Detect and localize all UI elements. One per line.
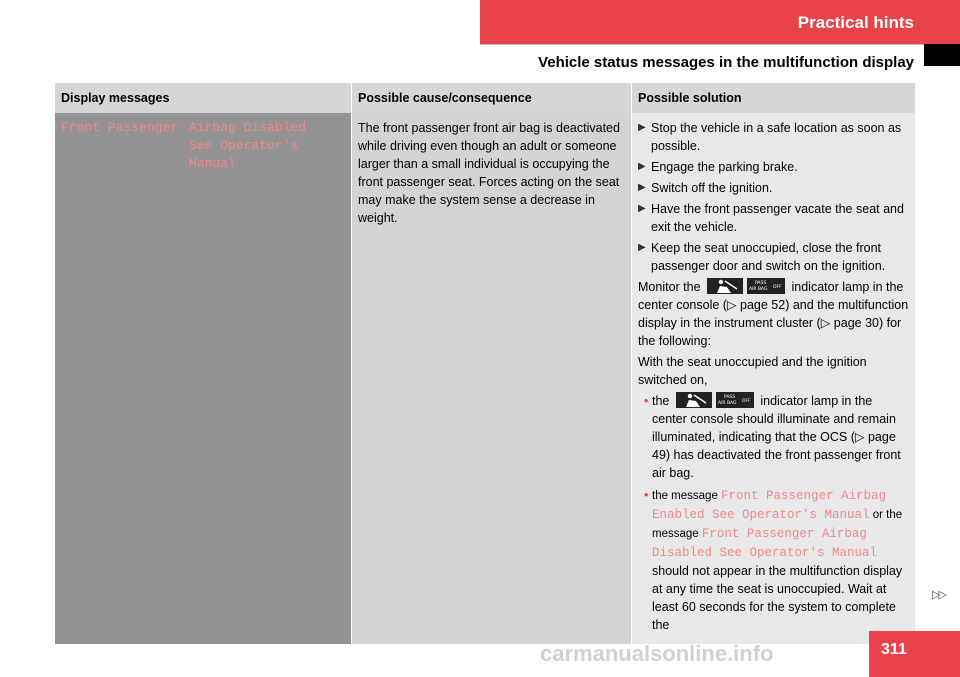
step-text: Keep the seat unoccupied, close the front passenger door and switch on the ignition. — [651, 241, 886, 273]
lamp-text: PASS — [755, 281, 767, 286]
list-item — [638, 119, 909, 155]
airbag-off-indicator-icon — [676, 392, 754, 408]
bullet-icon: • — [644, 488, 649, 502]
header-rule — [480, 44, 924, 45]
seat-note: With the seat unoccupied and the ignition switched on, — [638, 355, 867, 387]
column-header-cause: Possible cause/consequence — [352, 83, 632, 113]
bullet-text: or the message — [652, 509, 903, 540]
display-message-cell — [55, 113, 352, 644]
arrow-icon: ▶ — [638, 122, 646, 133]
monitor-paragraph — [638, 278, 909, 350]
list-item — [638, 239, 909, 275]
column-header-solution: Possible solution — [632, 83, 916, 113]
table-row — [55, 113, 915, 644]
lamp-text: AIR BAG — [749, 287, 768, 292]
solution-steps — [638, 119, 909, 275]
step-text: Engage the parking brake. — [651, 160, 798, 174]
expected-results — [638, 392, 909, 634]
arrow-icon: ▶ — [638, 182, 646, 193]
solution-cell — [632, 113, 916, 644]
step-text: Have the front passenger vacate the seat and exit the vehicle. — [651, 202, 904, 234]
list-item — [638, 200, 909, 236]
step-text: Stop the vehicle in a safe location as soon as possible. — [651, 121, 902, 153]
arrow-icon: ▶ — [638, 161, 646, 172]
lamp-text: PASS — [723, 395, 736, 400]
display-line: See Operator's — [189, 138, 299, 153]
arrow-icon: ▶ — [638, 242, 646, 253]
display-message-inline: Front Passenger Airbag Disabled See Operator's Manual — [652, 527, 878, 560]
watermark: carmanualsonline.info — [540, 641, 774, 666]
section-title: Practical hints — [797, 13, 914, 32]
page-number-badge — [869, 631, 960, 677]
lamp-text: AIR BAG — [717, 401, 737, 406]
status-message-table — [55, 83, 915, 644]
bullet-text: the message — [652, 490, 722, 502]
list-item — [638, 158, 909, 176]
bullet-text: the — [652, 394, 670, 408]
arrow-icon: ▶ — [638, 203, 646, 214]
page-subtitle: Vehicle status messages in the multifunction display — [538, 54, 914, 71]
monitor-text-before: Monitor the — [638, 280, 701, 294]
cause-cell — [352, 113, 632, 644]
bullet-text: indicator lamp in the center console should illuminate and remain illuminated, indicating that the OCS (▷ page 49) has deactivated the front passenger front air bag. — [652, 394, 901, 480]
bullet-text: should not appear in the multifunction display at any time the seat is unoccupied. Wait at least 60 seconds for the system to complete the — [652, 564, 903, 632]
lamp-text: OFF — [773, 285, 782, 290]
column-header-display: Display messages — [55, 83, 352, 113]
list-item — [644, 486, 909, 634]
table-header-row — [55, 83, 915, 113]
step-text: Switch off the ignition. — [651, 181, 773, 195]
monitor-text-after: indicator lamp in the center console (▷ page 52) and the multifunction display in the instrument cluster (▷ page 30) for the following: — [638, 280, 909, 348]
display-line: Airbag Disabled — [189, 120, 307, 135]
display-message-inline: Front Passenger Airbag Enabled See Operator's Manual — [652, 489, 887, 522]
display-line: Manual — [189, 156, 236, 171]
display-message — [61, 119, 345, 173]
section-header — [480, 0, 960, 44]
list-item — [638, 179, 909, 197]
page-number: 311 — [881, 641, 907, 658]
cause-text: The front passenger front air bag is deactivated while driving even though an adult or someone larger than a small individual is occupying the front passenger seat. Forces acting on the seat may make the system sense a decrease in weight. — [358, 121, 620, 225]
list-item — [644, 392, 909, 482]
display-message-part1: Front Passenger — [61, 120, 179, 135]
bullet-icon: • — [644, 394, 649, 408]
lamp-text: OFF — [741, 399, 751, 404]
display-message-part2 — [189, 119, 339, 173]
corner-block — [924, 44, 960, 66]
airbag-off-indicator-icon — [707, 278, 785, 294]
continue-mark: ▷▷ — [932, 589, 945, 601]
